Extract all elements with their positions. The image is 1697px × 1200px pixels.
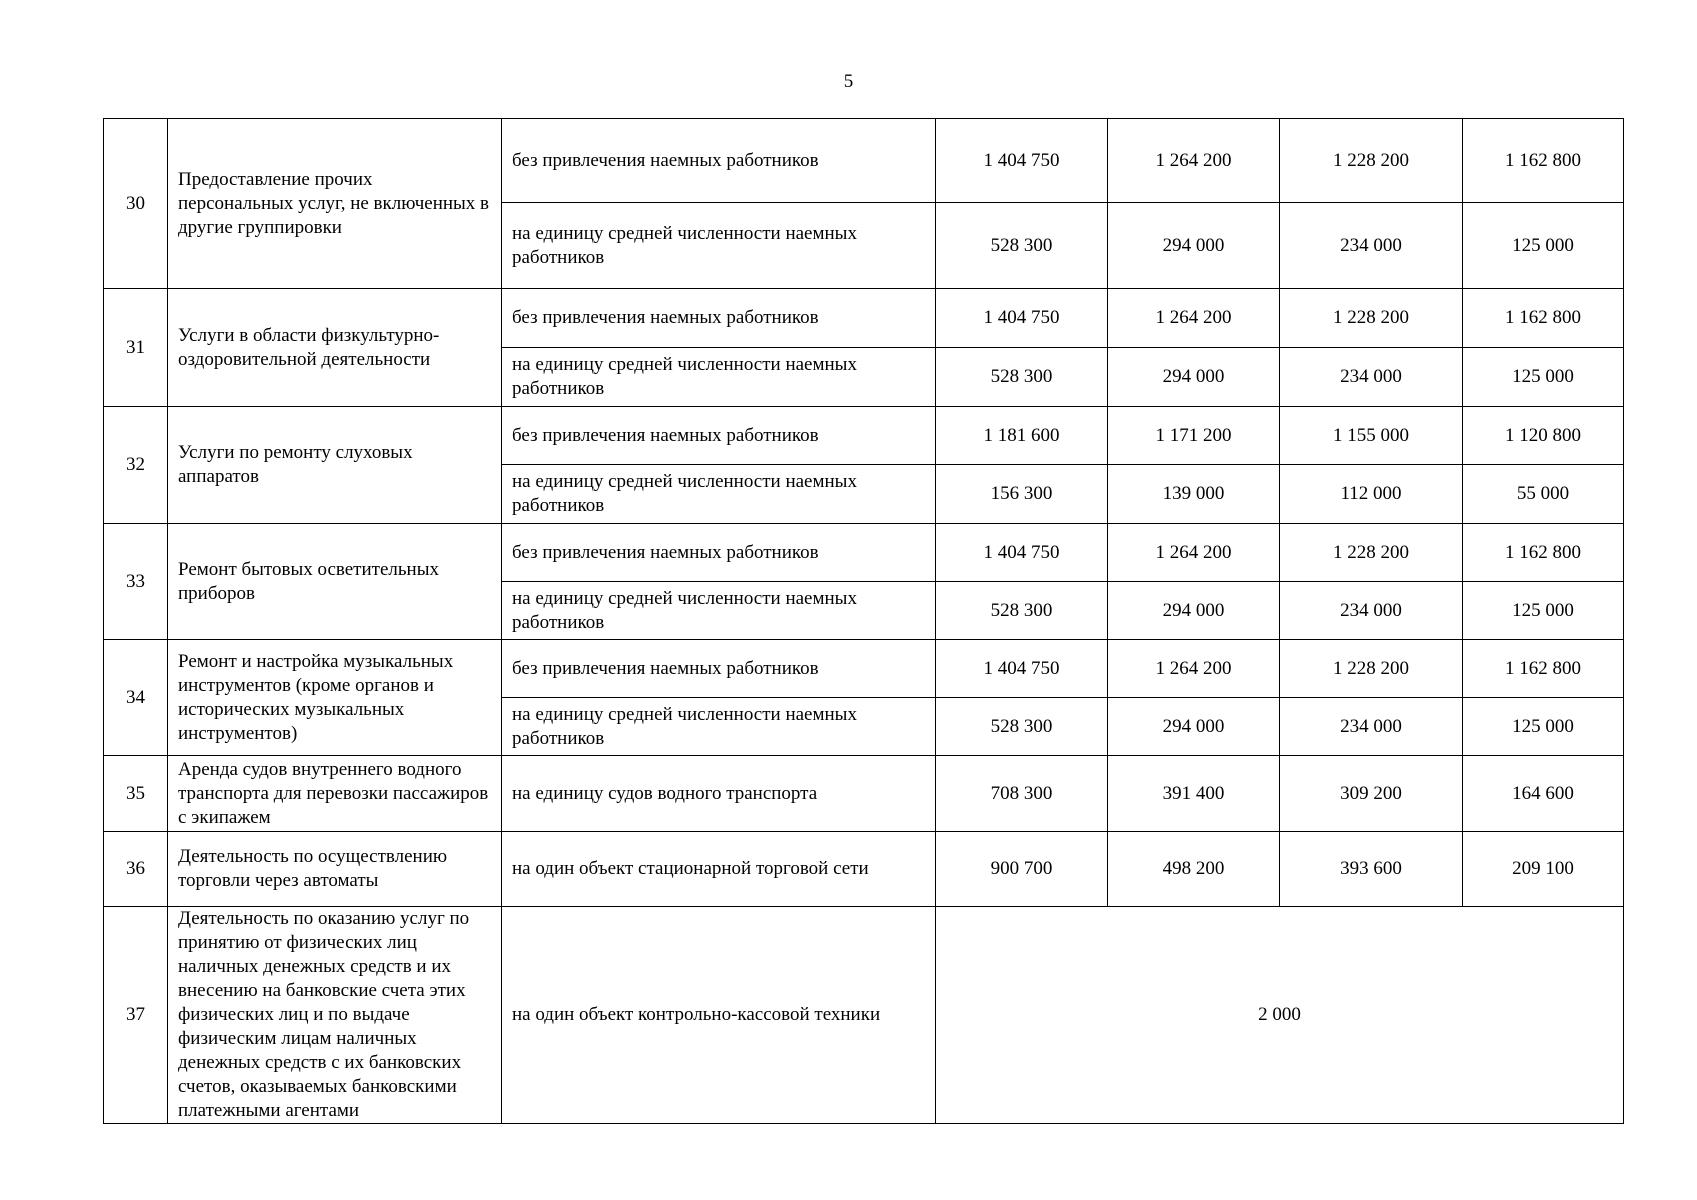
- value-cell: 1 404 750: [936, 640, 1108, 698]
- basis-label: без привлечения наемных работников: [502, 524, 936, 582]
- rates-table: [103, 118, 1624, 1124]
- table-row: [104, 640, 1624, 698]
- value-cell: 900 700: [936, 832, 1108, 907]
- page-number: 5: [843, 71, 854, 92]
- activity-name: Аренда судов внутреннего водного транспорта для перевозки пассажиров с экипажем: [168, 756, 502, 832]
- value-cell: 393 600: [1280, 832, 1463, 907]
- value-cell: 234 000: [1280, 582, 1463, 640]
- table-row: [104, 524, 1624, 582]
- basis-label: на единицу средней численности наемных работников: [502, 465, 936, 524]
- value-cell: 125 000: [1463, 582, 1624, 640]
- value-cell: 528 300: [936, 203, 1108, 289]
- value-cell: 391 400: [1108, 756, 1280, 832]
- value-cell: 234 000: [1280, 698, 1463, 756]
- value-cell: 209 100: [1463, 832, 1624, 907]
- activity-name: Деятельность по оказанию услуг по принятию от физических лиц наличных денежных средств и их внесению на банковские счета этих физических лиц и по выдаче физическим лицам наличных денежных средств с их банковских счетов, оказываемых банковскими платежными агентами: [168, 907, 502, 1124]
- table-row: [104, 907, 1624, 1124]
- value-cell: 1 162 800: [1463, 289, 1624, 348]
- value-cell: 1 404 750: [936, 524, 1108, 582]
- activity-name: Услуги в области физкультурно-оздоровительной деятельности: [168, 289, 502, 407]
- value-cell: 125 000: [1463, 348, 1624, 407]
- value-cell: 1 264 200: [1108, 119, 1280, 203]
- value-cell: 1 120 800: [1463, 407, 1624, 465]
- value-cell: 234 000: [1280, 348, 1463, 407]
- value-cell: 528 300: [936, 582, 1108, 640]
- value-cell: 1 162 800: [1463, 524, 1624, 582]
- value-cell: 125 000: [1463, 203, 1624, 289]
- value-cell: 1 264 200: [1108, 289, 1280, 348]
- value-cell: 1 264 200: [1108, 640, 1280, 698]
- value-cell: 164 600: [1463, 756, 1624, 832]
- value-cell: 528 300: [936, 698, 1108, 756]
- value-cell: 1 181 600: [936, 407, 1108, 465]
- basis-label: без привлечения наемных работников: [502, 289, 936, 348]
- table-row: [104, 289, 1624, 348]
- merged-value-cell: 2 000: [936, 907, 1624, 1124]
- value-cell: 1 228 200: [1280, 119, 1463, 203]
- value-cell: 309 200: [1280, 756, 1463, 832]
- activity-name: Предоставление прочих персональных услуг, не включенных в другие группировки: [168, 119, 502, 289]
- value-cell: 1 171 200: [1108, 407, 1280, 465]
- value-cell: 498 200: [1108, 832, 1280, 907]
- value-cell: 294 000: [1108, 203, 1280, 289]
- basis-label: на единицу средней численности наемных работников: [502, 348, 936, 407]
- basis-label: на единицу средней численности наемных работников: [502, 582, 936, 640]
- basis-label: на один объект стационарной торговой сети: [502, 832, 936, 907]
- table-row: [104, 756, 1624, 832]
- value-cell: 156 300: [936, 465, 1108, 524]
- row-number: 30: [104, 119, 168, 289]
- value-cell: 708 300: [936, 756, 1108, 832]
- row-number: 31: [104, 289, 168, 407]
- value-cell: 1 404 750: [936, 119, 1108, 203]
- value-cell: 1 228 200: [1280, 289, 1463, 348]
- value-cell: 1 228 200: [1280, 640, 1463, 698]
- value-cell: 1 264 200: [1108, 524, 1280, 582]
- basis-label: без привлечения наемных работников: [502, 119, 936, 203]
- row-number: 34: [104, 640, 168, 756]
- basis-label: на один объект контрольно-кассовой техники: [502, 907, 936, 1124]
- value-cell: 1 162 800: [1463, 640, 1624, 698]
- value-cell: 294 000: [1108, 698, 1280, 756]
- row-number: 33: [104, 524, 168, 640]
- row-number: 37: [104, 907, 168, 1124]
- activity-name: Услуги по ремонту слуховых аппаратов: [168, 407, 502, 524]
- value-cell: 528 300: [936, 348, 1108, 407]
- basis-label: на единицу средней численности наемных работников: [502, 203, 936, 289]
- value-cell: 1 228 200: [1280, 524, 1463, 582]
- activity-name: Деятельность по осуществлению торговли через автоматы: [168, 832, 502, 907]
- activity-name: Ремонт и настройка музыкальных инструментов (кроме органов и исторических музыкальных инструментов): [168, 640, 502, 756]
- row-number: 35: [104, 756, 168, 832]
- value-cell: 55 000: [1463, 465, 1624, 524]
- table-row: [104, 832, 1624, 907]
- row-number: 32: [104, 407, 168, 524]
- activity-name: Ремонт бытовых осветительных приборов: [168, 524, 502, 640]
- value-cell: 294 000: [1108, 348, 1280, 407]
- table-row: [104, 119, 1624, 203]
- value-cell: 112 000: [1280, 465, 1463, 524]
- value-cell: 1 162 800: [1463, 119, 1624, 203]
- value-cell: 139 000: [1108, 465, 1280, 524]
- value-cell: 1 404 750: [936, 289, 1108, 348]
- value-cell: 125 000: [1463, 698, 1624, 756]
- basis-label: на единицу средней численности наемных работников: [502, 698, 936, 756]
- value-cell: 234 000: [1280, 203, 1463, 289]
- basis-label: на единицу судов водного транспорта: [502, 756, 936, 832]
- basis-label: без привлечения наемных работников: [502, 640, 936, 698]
- value-cell: 1 155 000: [1280, 407, 1463, 465]
- basis-label: без привлечения наемных работников: [502, 407, 936, 465]
- table-row: [104, 407, 1624, 465]
- row-number: 36: [104, 832, 168, 907]
- value-cell: 294 000: [1108, 582, 1280, 640]
